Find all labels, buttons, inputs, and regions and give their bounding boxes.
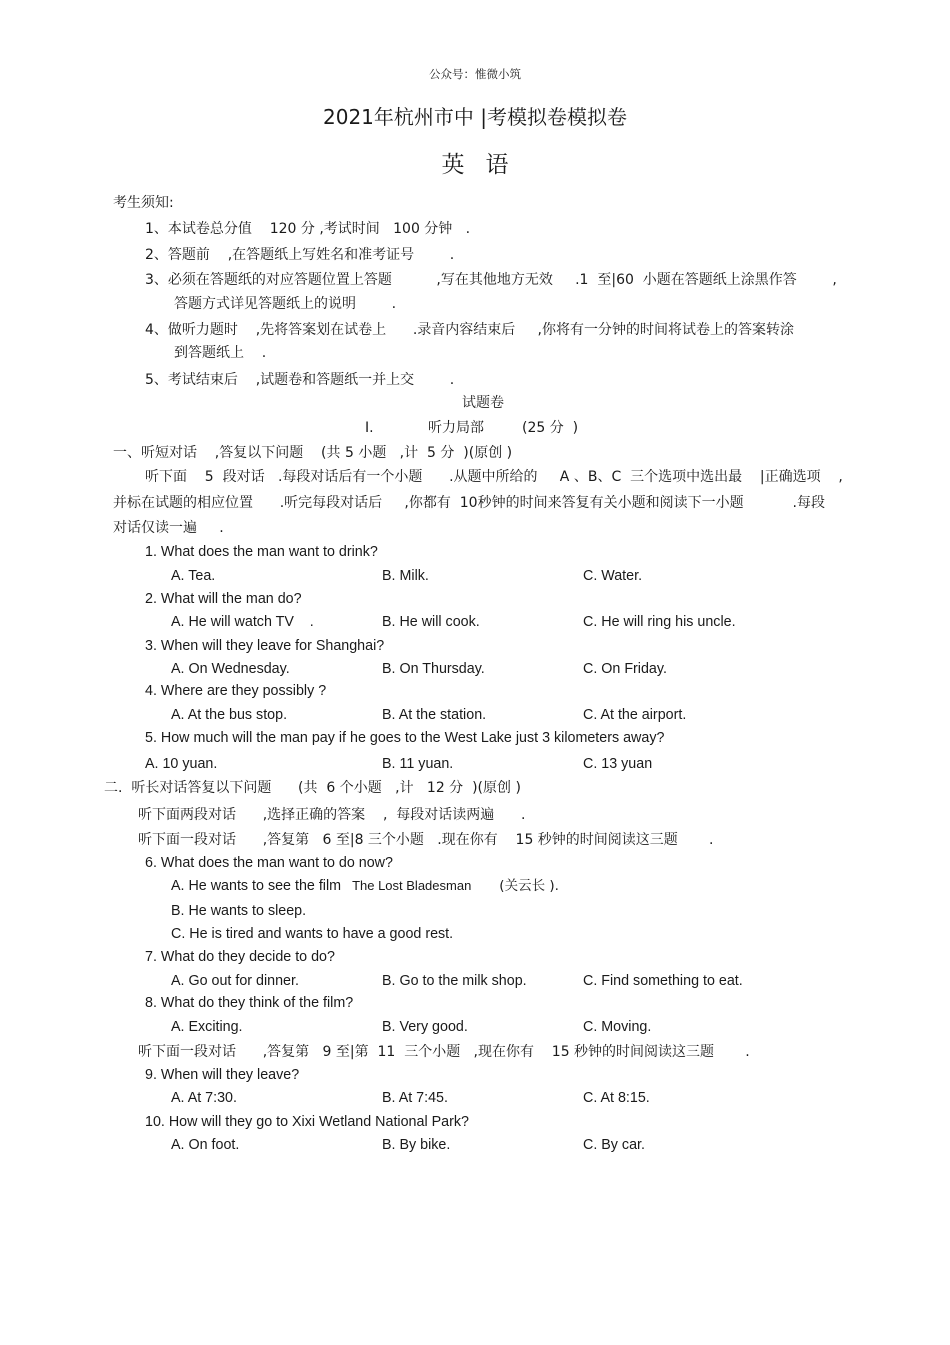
part-title: 听力局部 [428,420,484,436]
section-instructions: 听下面一段对话 ,答复第 6 至|8 三个小题 .现在你有 15 秒钟的时间阅读这三题 . [138,832,714,848]
question-text: 4. Where are they possibly ? [145,683,327,699]
option-a: A. 10 yuan. [145,756,218,772]
section-heading: 一、听短对话 ,答复以下问题 (共 5 小题 ,计 5 分 )(原创 ) [113,445,513,461]
option-c: C. Find something to eat. [583,973,743,989]
film-title: The Lost Bladesman [352,878,472,893]
question-text: 3. When will they leave for Shanghai? [145,638,385,654]
notice-item: 5、考试结束后 ,试题卷和答题纸一并上交 . [145,372,455,388]
option-a [171,879,559,894]
option-b: B. 11 yuan. [382,756,454,772]
question-text: 5. How much will the man pay if he goes to the West Lake just 3 kilometers away? [145,730,665,746]
option-b: B. Very good. [382,1019,468,1035]
section-instructions: 听下面 5 段对话 .每段对话后有一个小题 .从题中所给的 A 、B、C 三个选项中选出最 |正确选项 , [145,469,843,485]
exam-title: 2021年杭州市中 |考模拟卷模拟卷 [323,105,627,129]
option-c: C. Moving. [583,1019,652,1035]
option-c: C. He is tired and wants to have a good rest. [171,926,454,942]
page-header: 公众号：惟微小筑 [429,67,521,81]
notice-item-continued: 答题方式详见答题纸上的说明 . [174,296,397,312]
option-a: A. Exciting. [171,1019,243,1035]
subject-char-1: 英 [441,152,465,178]
part-number: I. [365,420,374,436]
option-c: C. Water. [583,568,643,584]
option-a: A. At the bus stop. [171,707,288,723]
option-b: B. On Thursday. [382,661,485,677]
option-c: C. 13 yuan [583,756,653,772]
notice-item: 3、必须在答题纸的对应答题位置上答题 ,写在其他地方无效 .1 至|60 小题在答题纸上涂黑作答 , [145,272,837,288]
paper-label: 试题卷 [462,395,504,411]
section-instructions: 听下面两段对话 ,选择正确的答案 , 每段对话读两遍 . [138,807,526,823]
option-a: A. On Wednesday. [171,661,290,677]
notice-heading: 考生须知: [113,195,174,211]
option-c: C. At 8:15. [583,1090,650,1106]
option-b: B. At the station. [382,707,487,723]
option-b: B. At 7:45. [382,1090,448,1106]
subject-title [0,154,950,177]
section-heading: 二. 听长对话答复以下问题 (共 6 个小题 ,计 12 分 )(原创 ) [104,780,521,796]
option-b: B. By bike. [382,1137,451,1153]
option-b: B. He wants to sleep. [171,903,307,919]
option-c: C. On Friday. [583,661,667,677]
part-score: (25 分 ) [522,420,579,436]
question-text: 9. When will they leave? [145,1067,300,1083]
notice-item-continued: 到答题纸上 . [174,345,267,361]
question-text: 7. What do they decide to do? [145,949,335,965]
notice-item: 2、答题前 ,在答题纸上写姓名和准考证号 . [145,247,455,263]
option-c: C. At the airport. [583,707,687,723]
question-text: 1. What does the man want to drink? [145,544,378,560]
option-c: C. By car. [583,1137,645,1153]
option-a: A. On foot. [171,1137,240,1153]
section-instructions: 并标在试题的相应位置 .听完每段对话后 ,你都有 10秒钟的时间来答复有关小题和阅读下一小题 .每段 [113,495,825,511]
option-a: A. Tea. [171,568,216,584]
question-text: 10. How will they go to Xixi Wetland National Park? [145,1114,469,1130]
question-text: 8. What do they think of the film? [145,995,354,1011]
question-text: 6. What does the man want to do now? [145,855,393,871]
notice-item: 1、本试卷总分值 120 分 ,考试时间 100 分钟 . [145,221,471,237]
option-c: C. He will ring his uncle. [583,614,736,630]
subject-char-2: 语 [485,152,509,178]
option-a: A. Go out for dinner. [171,973,299,989]
section-instructions: 对话仅读一遍 . [113,520,224,536]
notice-item: 4、做听力题时 ,先将答案划在试卷上 .录音内容结束后 ,你将有一分钟的时间将试卷上的答案转涂 [145,322,795,338]
question-text: 2. What will the man do? [145,591,302,607]
option-b: B. Milk. [382,568,429,584]
option-a-text: A. He wants to see the film [171,878,342,894]
option-a: A. At 7:30. [171,1090,237,1106]
option-b: B. Go to the milk shop. [382,973,527,989]
film-chinese-title: (关云长 ). [499,878,559,894]
option-b: B. He will cook. [382,614,480,630]
section-instructions: 听下面一段对话 ,答复第 9 至|第 11 三个小题 ,现在你有 15 秒钟的时间阅读这三题 . [138,1044,750,1060]
option-a: A. He will watch TV . [171,614,314,630]
